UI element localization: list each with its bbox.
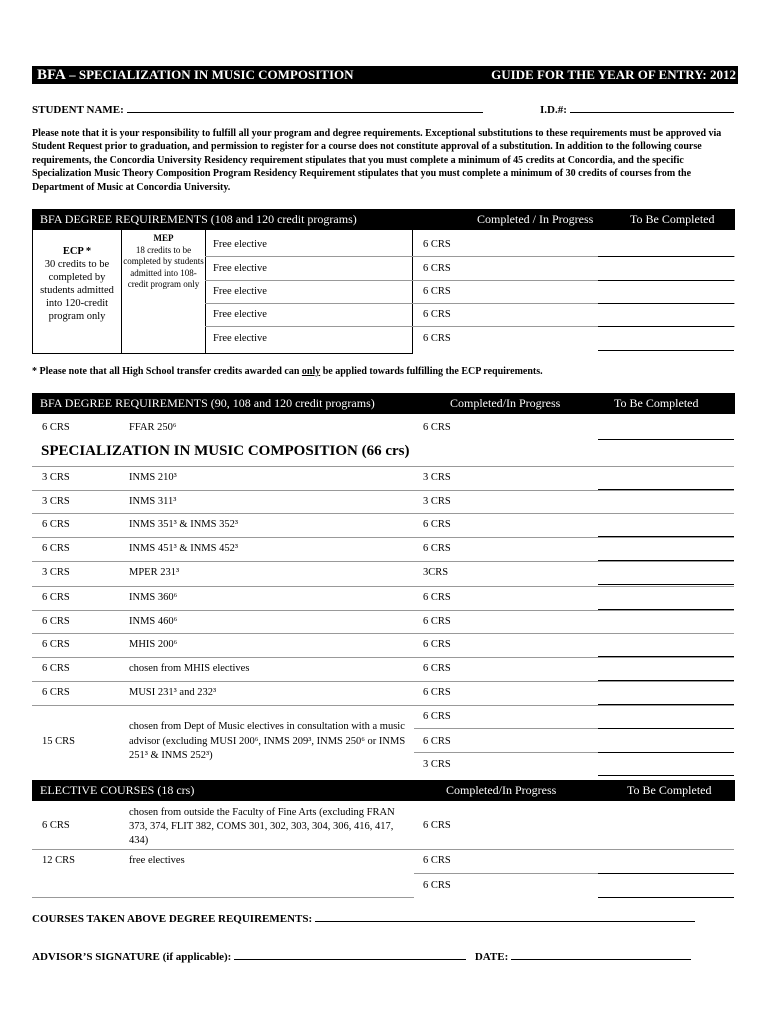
student-name-row — [32, 102, 483, 116]
entry-year — [491, 66, 736, 84]
sec1-course-3: Free elective — [213, 286, 267, 297]
id-field[interactable] — [570, 102, 734, 113]
spec-row-done: 3 CRS — [423, 472, 451, 483]
elective-r1-crs: 6 CRS — [42, 820, 70, 831]
sec1-done-4: 6 CRS — [423, 309, 451, 320]
hs-note — [32, 366, 543, 377]
student-name-field[interactable] — [127, 102, 483, 113]
elective-r1-course: chosen from outside the Faculty of Fine Arts (excluding FRAN 373, 374, FLIT 382, COMS 301, 302, 303, 304, 306, 416, 417, 434) — [129, 807, 395, 846]
sec1-tobe-field-2[interactable] — [598, 280, 734, 281]
mep-text: 18 credits to be completed by students admitted into 108-credit program only — [123, 244, 204, 289]
spec-row-crs: 6 CRS — [42, 639, 70, 650]
hs-note-c: be applied towards fulfilling the ECP requirements. — [320, 366, 543, 377]
elective-bottom-line — [32, 897, 414, 898]
spec-row-course: chosen from MHIS electives — [129, 663, 250, 674]
spec-row-done: 6 CRS — [423, 616, 451, 627]
spec-row-course: INMS 451³ & INMS 452³ — [129, 543, 238, 554]
hs-note-only: only — [301, 366, 321, 377]
spec-row-crs: 6 CRS — [42, 663, 70, 674]
spec-row-done: 6 CRS — [423, 663, 451, 674]
elective-r2-course: free electives — [129, 855, 185, 866]
sec1-bottom-border — [32, 353, 413, 354]
mep-box — [122, 233, 205, 291]
spec-row-line — [32, 490, 734, 491]
sec1-tobe-field-5[interactable] — [598, 350, 734, 351]
spec-last-done-2: 6 CRS — [423, 736, 451, 747]
spec-row-crs: 3 CRS — [42, 472, 70, 483]
sec2-tobe-field[interactable] — [598, 439, 734, 440]
sec1-tobe-heading: To Be Completed — [630, 212, 715, 226]
sec1-tobe-field-4[interactable] — [598, 326, 734, 327]
sec1-course-border — [205, 230, 206, 354]
spec-row-line — [32, 657, 734, 658]
sec1-header-title: BFA DEGREE REQUIREMENTS (108 and 120 credit programs) — [40, 212, 357, 226]
spec-last-crs: 15 CRS — [42, 736, 75, 747]
spec-row-line — [32, 561, 734, 562]
above-requirements-row — [32, 911, 695, 925]
spec-last-tobe-2[interactable] — [598, 752, 734, 753]
spec-row-crs: 3 CRS — [42, 567, 70, 578]
advisor-signature-field[interactable] — [234, 949, 466, 960]
spec-row-course: INMS 351³ & INMS 352³ — [129, 519, 238, 530]
program-prefix: BFA — [37, 67, 66, 83]
sec1-course-4: Free elective — [213, 309, 267, 320]
spec-row-done: 6 CRS — [423, 592, 451, 603]
spec-row-course: MHIS 200⁶ — [129, 639, 178, 650]
sec1-done-2: 6 CRS — [423, 263, 451, 274]
elective-header-title: ELECTIVE COURSES (18 crs) — [40, 783, 195, 797]
elective-r2-tobe-1[interactable] — [598, 873, 734, 874]
id-row — [540, 102, 734, 116]
sec1-tobe-field-1[interactable] — [598, 256, 734, 257]
spec-row-line — [32, 513, 734, 514]
spec-row-line — [32, 681, 734, 682]
ecp-text: 30 credits to be completed by students admitted into 120-credit program only — [40, 259, 114, 322]
spec-row-course: MUSI 231³ and 232³ — [129, 687, 217, 698]
elective-r2-crs: 12 CRS — [42, 855, 75, 866]
date-label: DATE: — [474, 951, 509, 963]
spec-row-done: 6 CRS — [423, 639, 451, 650]
spec-row-line — [32, 586, 734, 587]
elective-r2-tobe-2[interactable] — [598, 897, 734, 898]
spec-row-line — [32, 705, 734, 706]
spec-row-crs: 6 CRS — [42, 616, 70, 627]
spec-row-tobe-field[interactable] — [598, 584, 734, 585]
sec2-crs: 6 CRS — [42, 422, 70, 433]
sec1-completed-heading: Completed / In Progress — [477, 212, 594, 226]
spec-header: SPECIALIZATION IN MUSIC COMPOSITION (66 crs) — [41, 443, 410, 459]
spec-row-crs: 6 CRS — [42, 592, 70, 603]
spec-last-tobe-3[interactable] — [598, 775, 734, 776]
mep-title: MEP — [153, 233, 174, 243]
sec1-course-2: Free elective — [213, 263, 267, 274]
sec1-done-3: 6 CRS — [423, 286, 451, 297]
spec-row-crs: 6 CRS — [42, 687, 70, 698]
responsibility-note: Please note that it is your responsibility to fulfill all your program and degree requirements. Exceptional substitutions to these requirements must be approved via Student Request prior to graduation, and permission to register for a course does not constitute approval of a substitution. In addition to the following course requirements, the Concordia University Residency requirement stipulates that you must complete a minimum of 45 credits at Concordia, and the specific Specialization Music Theory Composition Program Residency Requirement stipulates that you must complete a minimum of 30 credits of courses from the Department of Music at Concordia University. — [32, 128, 722, 193]
date-field[interactable] — [511, 949, 691, 960]
sec1-header — [32, 209, 735, 230]
sec2-done: 6 CRS — [423, 422, 451, 433]
spec-row-line — [32, 537, 734, 538]
spec-row-done: 3CRS — [423, 567, 449, 578]
program-name: – SPECIALIZATION IN MUSIC COMPOSITION — [65, 67, 354, 82]
elective-r2-done-2: 6 CRS — [423, 880, 451, 891]
sec2-completed-heading: Completed/In Progress — [450, 396, 561, 410]
title-bar — [32, 66, 738, 84]
spec-row-done: 6 CRS — [423, 519, 451, 530]
sec1-right-border — [412, 230, 413, 354]
spec-row-done: 3 CRS — [423, 496, 451, 507]
above-requirements-label: COURSES TAKEN ABOVE DEGREE REQUIREMENTS: — [32, 913, 313, 925]
spec-last-course: chosen from Dept of Music electives in consultation with a music advisor (excluding MUSI 200⁶, INMS 209³, INMS 250⁶ or INMS 251³ & INMS 252³) — [129, 721, 406, 761]
spec-last-done-1: 6 CRS — [423, 711, 451, 722]
spec-row-course: INMS 210³ — [129, 472, 177, 483]
elective-r2-done-1: 6 CRS — [423, 855, 451, 866]
program-title — [37, 66, 354, 84]
sec1-tobe-field-3[interactable] — [598, 303, 734, 304]
student-name-label: STUDENT NAME: — [32, 104, 124, 116]
spec-row-line — [32, 466, 734, 467]
spec-row-course: INMS 360⁶ — [129, 592, 178, 603]
spec-last-done-3: 3 CRS — [423, 759, 451, 770]
spec-row-done: 6 CRS — [423, 687, 451, 698]
elective-header — [32, 780, 735, 801]
elective-completed-heading: Completed/In Progress — [446, 783, 557, 797]
spec-row-crs: 3 CRS — [42, 496, 70, 507]
sec2-course: FFAR 250⁶ — [129, 422, 177, 433]
hs-note-a: * Please note that all High School transfer credits awarded can — [32, 366, 302, 377]
entry-year-text: GUIDE FOR THE YEAR OF ENTRY: 2012 — [491, 67, 736, 82]
advisor-signature-label: ADVISOR’S SIGNATURE (if applicable): — [32, 951, 232, 963]
ecp-title: ECP * — [62, 246, 92, 257]
advisor-row — [32, 949, 691, 963]
sec2-tobe-heading: To Be Completed — [614, 396, 699, 410]
spec-row-crs: 6 CRS — [42, 519, 70, 530]
sec2-header-title: BFA DEGREE REQUIREMENTS (90, 108 and 120 credit programs) — [40, 396, 375, 410]
ecp-box — [33, 245, 121, 323]
sec1-course-1: Free elective — [213, 239, 267, 250]
id-label: I.D.#: — [540, 104, 567, 116]
spec-row-course: MPER 231³ — [129, 567, 180, 578]
spec-row-course: INMS 460⁶ — [129, 616, 178, 627]
sec1-done-1: 6 CRS — [423, 239, 451, 250]
sec1-done-5: 6 CRS — [423, 333, 451, 344]
spec-row-done: 6 CRS — [423, 543, 451, 554]
elective-tobe-heading: To Be Completed — [627, 783, 712, 797]
spec-row-crs: 6 CRS — [42, 543, 70, 554]
spec-row-course: INMS 311³ — [129, 496, 177, 507]
elective-r1-done: 6 CRS — [423, 820, 451, 831]
spec-last-tobe-1[interactable] — [598, 728, 734, 729]
sec1-course-5: Free elective — [213, 333, 267, 344]
elective-row-line — [32, 849, 734, 850]
spec-row-line — [32, 610, 734, 611]
sec2-header — [32, 393, 735, 414]
above-requirements-field[interactable] — [315, 911, 695, 922]
spec-row-line — [32, 633, 734, 634]
